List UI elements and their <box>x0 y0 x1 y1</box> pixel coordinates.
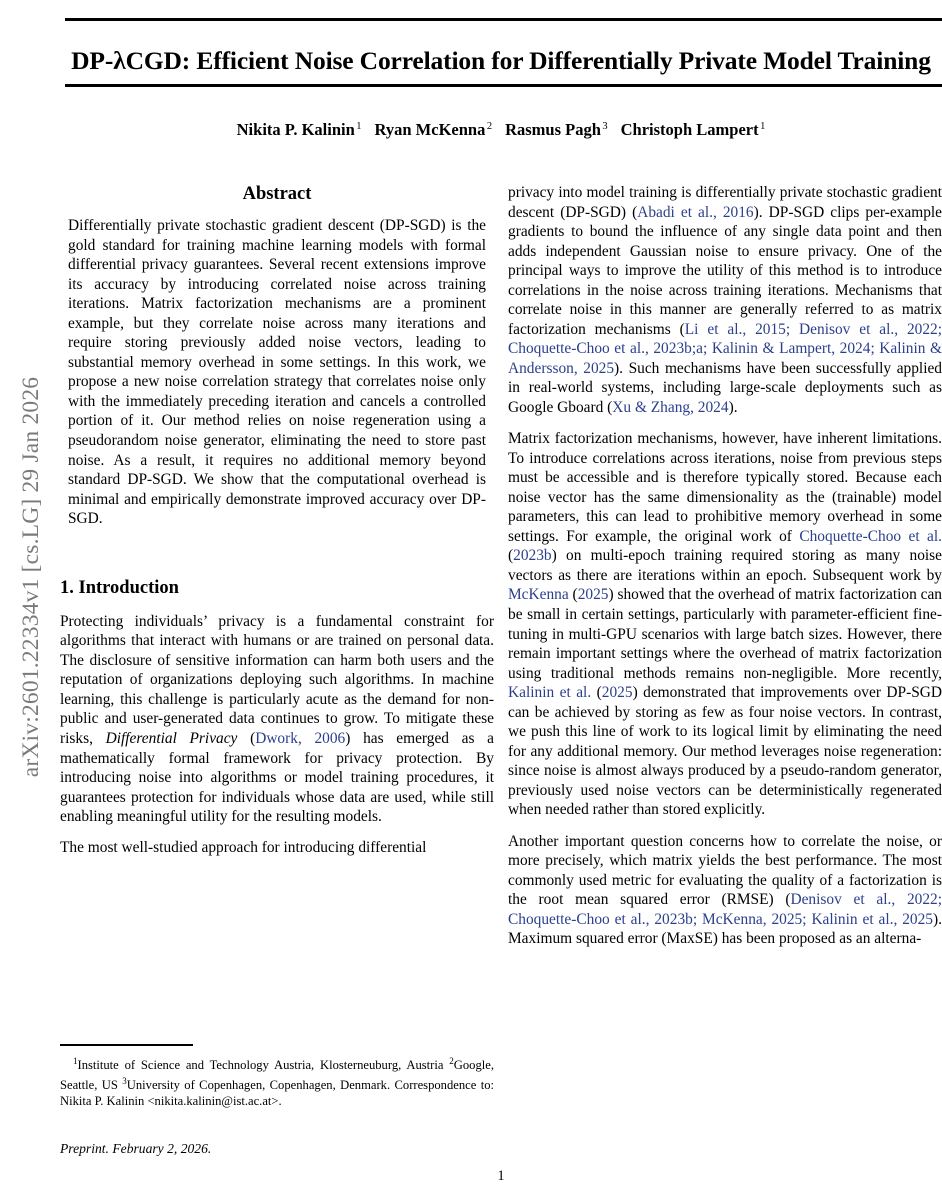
footnote-block <box>60 1044 494 1109</box>
citation-link[interactable]: Kalinin & Andersson, 2025 <box>508 340 942 377</box>
text-run: ( <box>568 586 578 604</box>
abstract-body: Differentially private stochastic gradient descent (DP-SGD) is the gold standard for training machine learning models with formal differential privacy guarantees. Several recent extensions improve its accuracy by introducing correlated noise across training iterations. Matrix factorization mechanisms are a prominent example, but they correlate noise across many iterations and require storing previously added noise vectors, leading to substantial memory overhead in some settings. In this work, we propose a new noise correlation strategy that correlates noise only with the immediately preceding iteration and cancels a controlled portion of it. Our method relies on noise regeneration using a pseudorandom noise generator, eliminating the need to store past noise. As a result, it requires no additional memory beyond standard DP-SGD. We show that the computational overhead is minimal and empirically demonstrate improved accuracy over DP-SGD. <box>68 217 486 528</box>
citation-separator: ; <box>702 340 712 358</box>
text-run: Another important question concerns how to correlate the noise, or more precisely, which matrix yields the best performance. The most commonly used metric for evaluating the quality of a factorization is the root mean squared error (RMSE) ( <box>508 832 942 909</box>
citation-link[interactable]: Kalinin & Lampert, 2024 <box>711 340 871 358</box>
author-entry <box>237 120 362 139</box>
emphasized-term: Differential Privacy <box>105 730 238 748</box>
footnote-affiliations <box>60 1053 494 1110</box>
citation-link[interactable]: Dwork, 2006 <box>255 730 346 748</box>
footnote-mark: 2 <box>449 1055 454 1066</box>
citation-link[interactable]: McKenna <box>508 586 569 604</box>
text-run: Institute of Science and Technology Austria, Klosterneuburg, Austria <box>77 1057 450 1072</box>
right-column <box>508 183 942 949</box>
author-list <box>58 120 942 140</box>
citation-link[interactable]: 2023b <box>513 547 552 565</box>
citation-link[interactable]: Kalinin et al., 2025 <box>811 910 934 928</box>
citation-link[interactable]: Denisov et al., 2022 <box>790 891 938 909</box>
text-run: ) on multi-epoch training required storing as many noise vectors as there are iterations within an epoch. Subsequent work by <box>508 547 942 584</box>
citation-separator: ; <box>785 320 800 338</box>
title-rule-top <box>65 18 942 21</box>
citation-link[interactable]: Abadi et al., 2016 <box>637 203 754 221</box>
author-name: Christoph Lampert <box>620 120 759 139</box>
body-paragraph-3 <box>508 832 942 949</box>
author-affiliation-mark: 1 <box>760 120 766 132</box>
text-run: ( <box>591 684 602 702</box>
title-rule-bottom <box>65 84 942 87</box>
text-run: University of Copenhagen, Copenhagen, Denmark. Correspondence to: Nikita P. Kalinin <nikita.kalinin@ist.ac.at>. <box>60 1078 494 1109</box>
page-number: 1 <box>497 1168 505 1184</box>
text-run: ). Such mechanisms have been successfully applied in real-world systems, including large-scale deployments such as Google Gboard ( <box>508 359 942 417</box>
citation-link[interactable]: Denisov et al., 2022 <box>799 320 938 338</box>
citation-link[interactable]: Li et al., 2015 <box>684 320 786 338</box>
author-affiliation-mark: 3 <box>602 120 608 132</box>
text-run: ) demonstrated that improvements over DP-SGD can be achieved by storing as few as four noise vectors. In contrast, we push this line of work to its logical limit by eliminating the need for any additional memory. Our method leverages noise regeneration: since noise is almost always produced by a pseudo-random generator, previously used noise vectors can be deterministically regenerated when needed rather than stored explicitly. <box>508 684 942 819</box>
body-paragraph-2 <box>508 429 942 820</box>
page-title: DP-λCGD: Efficient Noise Correlation for Differentially Private Model Training <box>71 46 931 76</box>
citation-link[interactable]: Choquette-Choo et al., 2023b;a <box>508 340 703 358</box>
preprint-date-line: Preprint. February 2, 2026. <box>60 1141 212 1156</box>
footnote-rule <box>60 1044 193 1046</box>
citation-separator: ; <box>692 910 703 928</box>
author-entry <box>375 120 493 139</box>
intro-paragraph-2: The most well-studied approach for introducing differential <box>60 839 427 857</box>
citation-link[interactable]: Kalinin et al. <box>508 684 592 702</box>
citation-link[interactable]: Xu & Zhang, 2024 <box>612 399 729 417</box>
author-entry <box>505 120 608 139</box>
text-run: ( <box>508 547 514 565</box>
text-run: ). <box>728 399 738 417</box>
text-run: Google, Seattle, US <box>60 1057 494 1093</box>
text-run: Protecting individuals’ privacy is a fundamental constraint for algorithms that interact with humans or are trained on personal data. The disclosure of sensitive information can harm both users and the reputation of organizations deploying such algorithms. In machine learning, this challenge is particularly acute as the demand for non-public and user-generated data continues to grow. To mitigate these risks, <box>60 612 494 748</box>
text-run: ) has emerged as a mathematically formal framework for privacy protection. By introducing noise into algorithms or model training procedures, it guarantees protection for individuals whose data are used, while still enabling meaningful utility for the resulting models. <box>60 730 494 826</box>
citation-link[interactable]: McKenna, 2025 <box>702 910 803 928</box>
footnote-mark: 1 <box>73 1055 78 1066</box>
citation-separator: ; <box>937 891 942 909</box>
citation-separator: ; <box>937 320 942 338</box>
author-name: Rasmus Pagh <box>505 120 601 139</box>
citation-link[interactable]: 2025 <box>601 684 633 702</box>
text-run: ). DP-SGD clips per-example gradients to bound the influence of any single data point and then adds independent Gaussian noise to ensure privacy. One of the principal ways to improve the utility of this method is to introduce correlations in the noise across training iterations. Mechanisms that correlate noise in this manner are generally referred to as matrix factorization mechanisms ( <box>508 203 942 338</box>
citation-separator: ; <box>802 910 812 928</box>
text-run: ). Maximum squared error (MaxSE) has been proposed as an alterna- <box>508 910 942 948</box>
citation-separator: ; <box>870 340 880 358</box>
text-run: ) showed that the overhead of matrix factorization can be small in certain settings, particularly with parameter-efficient fine-tuning in multi-GPU scenarios with large batch sizes. However, there remain important settings where the overhead of matrix factorization using traditional methods remains non-negligible. More recently, <box>508 586 942 682</box>
section-heading-introduction: 1. Introduction <box>60 577 179 598</box>
text-run: ( <box>237 730 256 748</box>
author-name: Ryan McKenna <box>374 120 486 139</box>
footnote-mark: 3 <box>122 1075 127 1086</box>
citation-link[interactable]: 2025 <box>577 586 609 604</box>
paper-page <box>58 0 942 1200</box>
author-affiliation-mark: 1 <box>356 120 362 132</box>
left-column <box>60 183 494 858</box>
body-paragraph-1 <box>508 183 942 418</box>
author-affiliation-mark: 2 <box>486 120 493 132</box>
arxiv-identifier-stamp: arXiv:2601.22334v1 [cs.LG] 29 Jan 2026 <box>18 376 44 778</box>
citation-link[interactable]: Choquette-Choo et al. <box>799 527 942 545</box>
author-name: Nikita P. Kalinin <box>236 120 355 139</box>
citation-link[interactable]: Choquette-Choo et al., 2023b <box>508 910 693 928</box>
text-run: Matrix factorization mechanisms, however, have inherent limitations. To introduce correlations across iterations, noise from previous steps must be accessible and is therefore typically stored. Because each noise vector has the same dimensionality as the (trainable) model parameters, this can lead to prohibitive memory overhead in some settings. For example, the original work of <box>508 430 942 545</box>
abstract-heading: Abstract <box>242 184 312 204</box>
intro-paragraph-1 <box>60 612 494 827</box>
text-run: privacy into model training is differentially private stochastic gradient descent (DP-SGD) ( <box>508 184 942 221</box>
author-entry <box>621 120 766 139</box>
